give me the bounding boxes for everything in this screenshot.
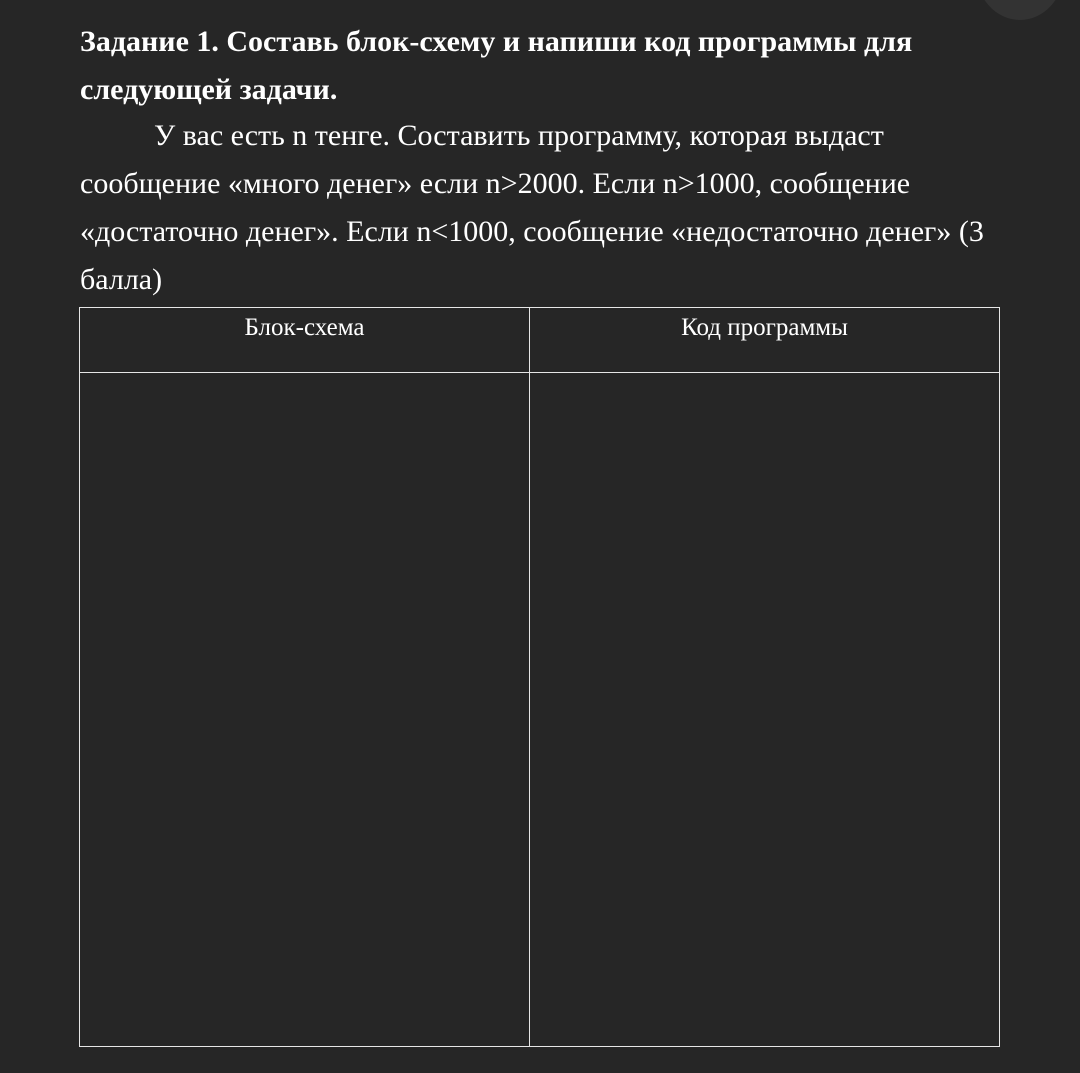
flowchart-answer-cell[interactable] [80, 373, 530, 1047]
table-header-row [80, 308, 1000, 373]
column-header-code: Код программы [530, 308, 1000, 373]
table-row [80, 373, 1000, 1047]
column-header-flowchart: Блок-схема [80, 308, 530, 373]
task-description: У вас есть n тенге. Составить программу, которая выдаст сообщение «много денег» если n>2000. Если n>1000, сообщение «достаточно денег». Если n<1000, сообщение «недостаточно денег» (3 балла) [80, 119, 984, 296]
code-answer-cell[interactable] [530, 373, 1000, 1047]
corner-circle-button[interactable] [976, 0, 1064, 20]
task-heading: Задание 1. Составь блок-схему и напиши код программы для следующей задачи. [80, 25, 913, 106]
answer-table [79, 307, 1000, 1047]
